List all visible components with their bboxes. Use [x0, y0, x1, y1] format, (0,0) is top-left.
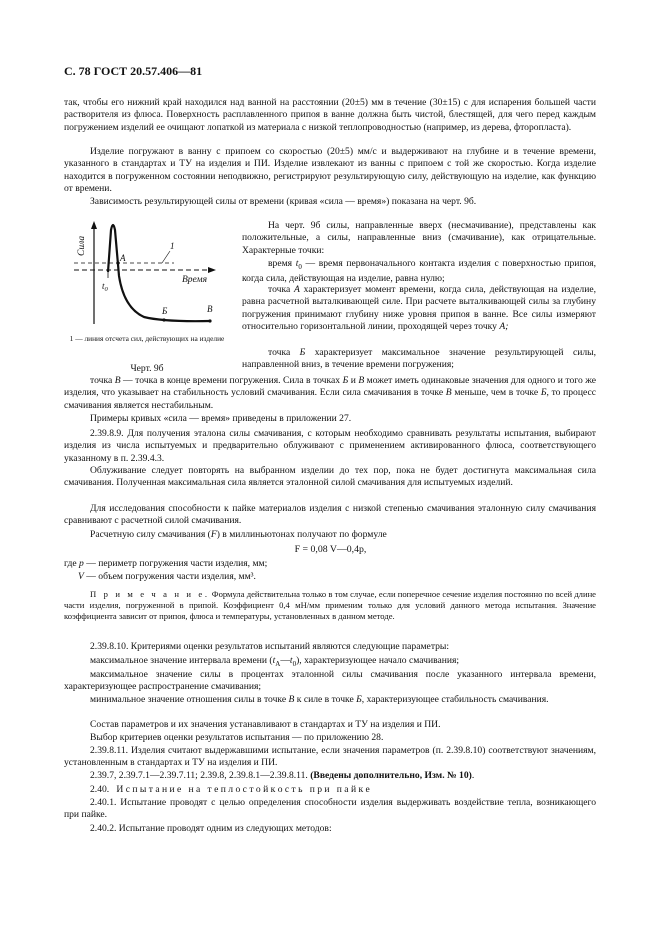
paragraph: Облуживание следует повторять на выбранном изделии до тех пор, пока не будет достигнута максимальная сила смачивания. Полученная максимальная сила является эталонной силой смачивания для испытуемых изделий.: [64, 465, 596, 489]
label-1: 1: [170, 241, 175, 251]
page-header: С. 78 ГОСТ 20.57.406—81: [64, 64, 203, 78]
paragraph: время $t_0$ — время первоначального контакта изделия с поверхностью припоя, когда сила, действующая на изделие, равна нулю;: [242, 258, 597, 285]
label-a: А: [120, 253, 126, 263]
note: П р и м е ч а н и е. Формула действительна только в том случае, если поперечное сечение изделия постоянно по всей длине части изделия, погруженной в припой. Коэффициент 0,4 мН/мм применим только для условий данного метода испытания. Значение коэффициента зависит от припоя, флюса и температуры, установленных в данном методе.: [64, 589, 596, 621]
force-curve: [108, 225, 210, 321]
label-b: Б: [162, 306, 168, 316]
paragraph: Примеры кривых «сила — время» приведены в приложении 27.: [90, 413, 352, 424]
paragraph: 2.40.2. Испытание проводят одним из следующих методов:: [90, 823, 332, 834]
figure-caption: 1 — линия отсчета сил, действующих на изделие: [69, 334, 225, 343]
paragraph: 2.39.8.11. Изделия считают выдержавшими испытание, если значения параметров (п. 2.39.8.10) соответствуют значениям, установленным в стандартах и ТУ на изделия и ПИ.: [64, 745, 596, 769]
paragraph: 2.39.8.9. Для получения эталона силы смачивания, с которым необходимо сравнивать результаты испытания, выбирают изделия из числа испытуемых и предварительно облуживают с применением активированного флюса, соответствующего указанному в п. 2.39.4.3.: [64, 428, 596, 464]
label-v: В: [207, 304, 213, 314]
paragraph: Выбор критериев оценки результатов испытания — по приложению 28.: [90, 732, 384, 743]
force-time-figure: [64, 216, 234, 376]
y-axis-arrow: [91, 221, 97, 229]
paragraph: так, чтобы его нижний край находился над ванной на расстоянии (20±5) мм в течение (30±15) с для испарения большей части растворителя из флюса. Поверхность расплавленного припоя в ванне должна быть чистой, блестящей, для чего перед каждым погружением изделий ее очищают лопаткой из материала с низкой теплопроводностью (например, из дерева, фторопласта).: [64, 97, 596, 133]
paragraph: 2.39.8.10. Критериями оценки результатов испытаний являются следующие параметры:: [90, 641, 450, 652]
y-axis-label: Сила: [77, 235, 87, 256]
figure-name: Черт. 9б: [130, 363, 164, 374]
paragraph: максимальное значение силы в процентах эталонной силы смачивания после указанного интервала времени, характеризующее распространение смачивания;: [64, 669, 596, 693]
paragraph: максимальное значение интервала времени $(t_А—t_0)$, характеризующее начало смачивания;: [90, 655, 460, 668]
paragraph: точка Б характеризует максимальное значение результирующей силы, направленной вниз, в течение времени погружения;: [242, 347, 596, 371]
section-heading: 2.40. И с п ы т а н и е н а т е п л о с т о й к о с т ь п р и п а й к е: [90, 784, 370, 795]
paragraph: На черт. 9б силы, направленные вверх (несмачивание), представлены как положительные, а силы, направленные вниз (смачивание), как отрицательные. Характерные точки:: [242, 220, 596, 256]
point-b: [162, 318, 165, 321]
paragraph: Для исследования способности к пайке материалов изделия с низкой степенью смачивания эталонную силу смачивания сравнивают с расчетной силой смачивания.: [64, 503, 596, 527]
paragraph: 2.39.7, 2.39.7.1—2.39.7.11; 2.39.8, 2.39.8.1—2.39.8.11. (Введены дополнительно, Изм. № 10).: [90, 770, 475, 781]
x-axis-label: Время: [182, 275, 208, 285]
label-t0: $t_0$: [102, 281, 108, 293]
paragraph: Зависимость результирующей силы от времени (кривая «сила — время») показана на черт. 9б.: [90, 196, 477, 207]
paragraph: минимальное значение отношения силы в точке В к силе в точке Б, характеризующее стабильность смачивания.: [90, 694, 549, 705]
paragraph: Изделие погружают в ванну с припоем со скоростью (20±5) мм/с и выдерживают на глубине и в течение времени, указанного в стандартах и ТУ на изделия и ПИ. Изделие извлекают из ванны с припоем с той же скоростью. Когда изделие находится в погруженном состоянии неподвижно, регистрируют результирующую силу, действующую на изделие, как функцию от времени.: [64, 146, 596, 194]
paragraph: точка В — точка в конце времени погружения. Сила в точках Б и В может иметь одинаковые значения для одного и того же изделия, что указывает на стабильность условий смачивания. Если сила смачивания в точке В меньше, чем в точке Б, то процесс смачивания является нестабильным.: [64, 375, 597, 411]
paragraph: 2.40.1. Испытание проводят с целью определения способности изделия выдерживать воздействие тепла, возникающего при пайке.: [64, 797, 596, 821]
point-v: [208, 319, 211, 322]
paragraph: V — объем погружения части изделия, мм³.: [78, 571, 256, 582]
paragraph: Расчетную силу смачивания (F) в миллиньютонах получают по формуле: [90, 529, 387, 540]
reference-leader: [162, 251, 170, 263]
paragraph: точка А характеризует момент времени, когда сила, действующая на изделие, равна расчетной выталкивающей силе. При расчете выталкивающей силы за глубину погружения принимают глубину ниже уровня припоя в ванне. Все силы измеряют относительно горизонтальной линии, проходящей через точку А;: [242, 284, 596, 332]
paragraph: где p — периметр погружения части изделия, мм;: [64, 558, 268, 569]
formula: F = 0,08 V—0,4p,: [294, 544, 367, 555]
x-axis-arrow: [208, 267, 216, 273]
paragraph: Состав параметров и их значения устанавливают в стандартах и ТУ на изделия и ПИ.: [90, 719, 441, 730]
